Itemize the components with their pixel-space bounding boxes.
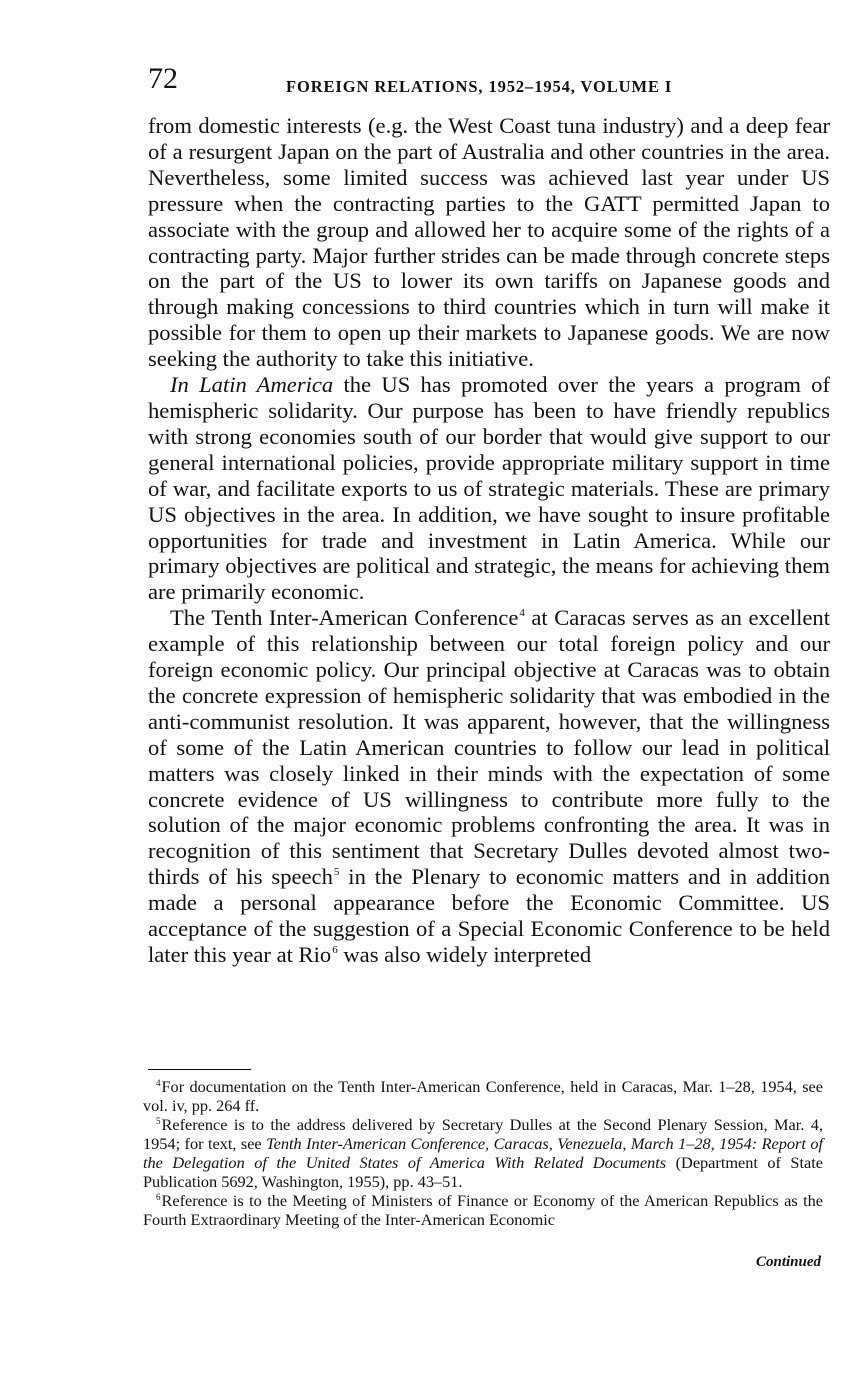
footnote-text: Reference is to the address delivered by Secretary Dulles at the Second Plenary Session, Mar. 4, 1954; for text, see (143, 1115, 823, 1153)
footnote-divider (148, 1069, 251, 1070)
footnote-number: 6 (156, 1192, 161, 1202)
footnote-4 (143, 1077, 823, 1115)
paragraph-caracas-conference (148, 605, 830, 968)
footnote-ref-5[interactable]: 5 (333, 866, 340, 879)
paragraph-text: was also widely interpreted (337, 942, 592, 967)
italic-lead: In Latin America (170, 372, 334, 398)
footnote-text: For documentation on the Tenth Inter-American Conference, held in Caracas, Mar. 1–28, 1954, see vol. iv, pp. 264 ff. (143, 1077, 823, 1115)
paragraph-text: The Tenth Inter-American Conference (170, 605, 519, 631)
body-text (148, 113, 830, 968)
footnote-ref-6[interactable]: 6 (332, 944, 338, 956)
footnote-ref-4[interactable]: 4 (519, 607, 525, 620)
footnote-number: 5 (156, 1116, 161, 1126)
paragraph-japan (148, 113, 830, 372)
page-header (146, 62, 836, 102)
footnote-6 (143, 1191, 823, 1229)
paragraph-text: from domestic interests (e.g. the West Coast tuna industry) and a deep fear of a resurgent Japan on the part of Australia and other countries in the area. Nevertheless, some limited success was achieved last year under US pressure when the contracting parties to the GATT permitted Japan to associate with the group and allowed her to acquire some of the rights of a contracting party. Major further strides can be made through concrete steps on the part of the US to lower its own tariffs on Japanese goods and through making concessions to third countries which in turn will make it possible for them to open up their markets to Japanese goods. We are now seeking the authority to take this initiative. (148, 113, 830, 372)
paragraph-text: at Caracas serves as an excellent example of this relationship between our total foreign policy and our foreign economic policy. Our principal objective at Caracas was to obtain the concrete expression of hemispheric solidarity that was embodied in the anti-communist resolution. It was apparent, however, that the willingness of some of the Latin American countries to follow our lead in political matters was closely linked in their minds with the expectation of some concrete evidence of US willingness to contribute more fully to the solution of the major economic problems confronting the area. It was in recognition of this sentiment that Secretary Dulles devoted almost two-thirds of his speech (148, 605, 831, 890)
footnote-text: (Department of State Publication 5692, Washington, 1955), pp. 43–51. (143, 1153, 823, 1191)
footnotes (143, 1077, 823, 1229)
continued-note: Continued (755, 1254, 821, 1270)
footnote-number: 4 (156, 1078, 161, 1088)
page-number: 72 (148, 62, 178, 95)
footnote-5 (143, 1115, 823, 1191)
paragraph-text: in the Plenary to economic matters and in addition made a personal appearance before the Economic Committee. US acceptance of the suggestion of a Special Economic Conference to be held later this year at Rio (148, 864, 830, 967)
paragraph-text: the US has promoted over the years a program of hemispheric solidarity. Our purpose has been to have friendly republics with strong economies south of our border that would give support to our general international policies, provide appropriate military support in time of war, and facilitate exports to us of strategic materials. These are primary US objectives in the area. In addition, we have sought to insure profitable opportunities for trade and investment in Latin America. While our primary objectives are political and strategic, the means for achieving them are primarily economic. (148, 372, 830, 605)
cited-title: Tenth Inter-American Conference, Caracas, Venezuela, March 1–28, 1954: Report of the Delegation of the United States of America With Related Documents (143, 1134, 824, 1172)
running-title: FOREIGN RELATIONS, 1952–1954, VOLUME I (286, 77, 673, 96)
footnote-text: Reference is to the Meeting of Ministers of Finance or Economy of the American Republics as the Fourth Extraordinary Meeting of the Inter-American Economic (143, 1191, 823, 1229)
paragraph-latin-america (148, 372, 830, 605)
